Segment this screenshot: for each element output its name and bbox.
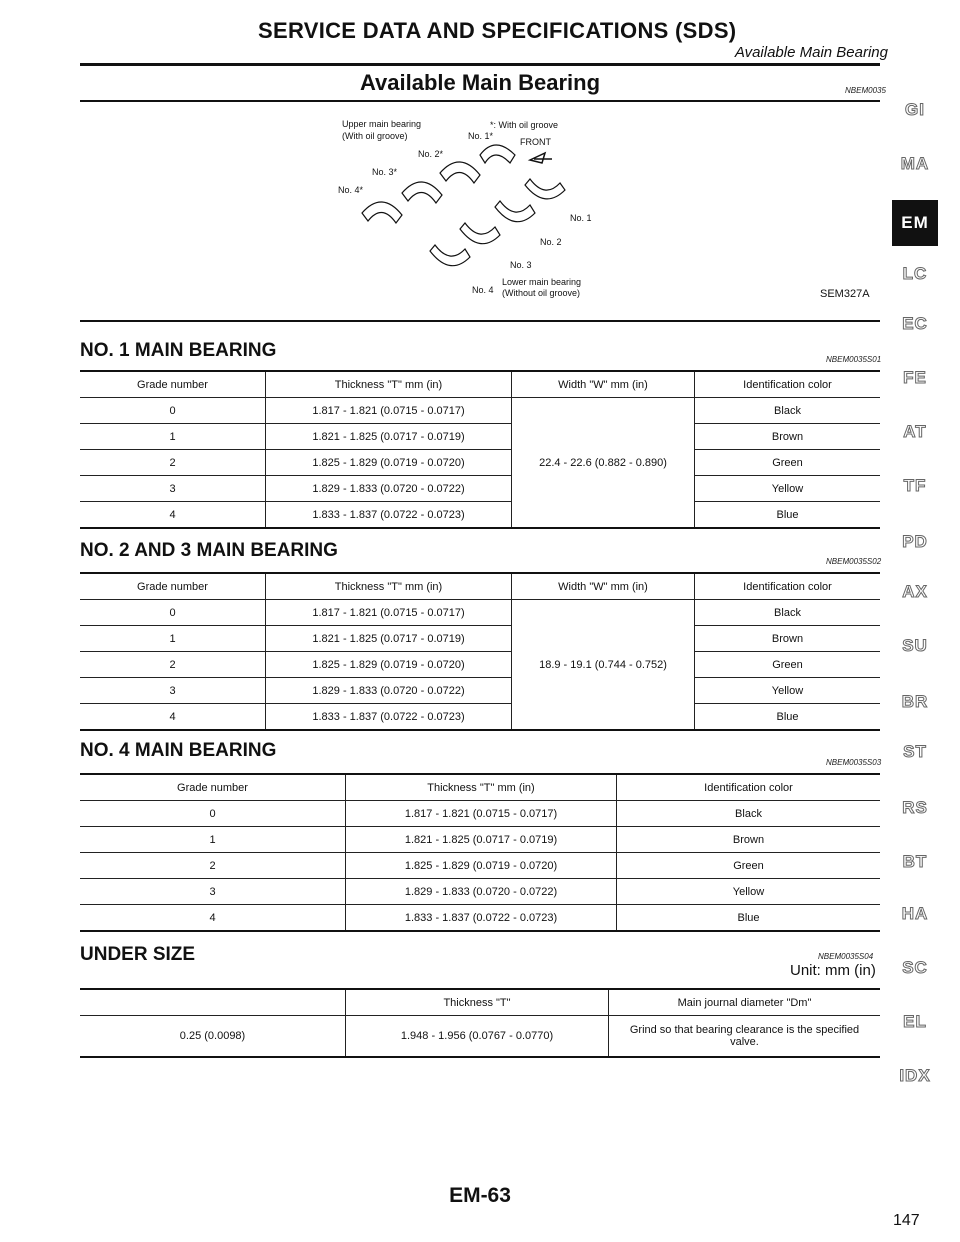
diagram-upper-label-1: Upper main bearing [342,119,422,129]
diagram-upper-no3: No. 3* [372,167,398,177]
diagram-front: FRONT [520,137,551,147]
tab-gi[interactable]: GI [905,100,925,119]
tab-pd[interactable]: PD [902,532,928,551]
s3-col-color: Identification color [617,774,881,801]
s3-col-thickness: Thickness "T" mm (in) [346,774,617,801]
section1-table [80,370,880,529]
table-row: 1 1.821 - 1.825 (0.0717 - 0.0719) Brown [80,827,880,853]
s1-col-width: Width "W" mm (in) [512,371,695,398]
table-row: 4 1.833 - 1.837 (0.0722 - 0.0723) Blue [80,704,880,731]
tab-em[interactable]: EM [892,200,938,246]
table-row: 2 1.825 - 1.829 (0.0719 - 0.0720) Green [80,853,880,879]
table-row: 4 1.833 - 1.837 (0.0722 - 0.0723) Blue [80,502,880,529]
section2-table [80,572,880,731]
main-ref-code: NBEM0035 [845,86,886,95]
tab-idx[interactable]: IDX [899,1066,931,1085]
table-row: 1 1.821 - 1.825 (0.0717 - 0.0719) Brown [80,424,880,450]
diagram-code: SEM327A [820,288,870,300]
s2-col-color: Identification color [695,573,881,600]
front-arrow-icon [530,153,552,163]
s4-col-thickness: Thickness "T" [346,989,609,1016]
diagram-rule [80,320,880,322]
table-row: 2 1.825 - 1.829 (0.0719 - 0.0720) Green [80,652,880,678]
diagram-lower-no2: No. 2 [540,237,562,247]
tab-el[interactable]: EL [903,1012,927,1031]
main-title: Available Main Bearing [359,70,601,95]
s4-col-diameter: Main journal diameter "Dm" [609,989,881,1016]
diagram-upper-no2: No. 2* [418,149,444,159]
header-rule [80,63,880,66]
table-row: 1 1.821 - 1.825 (0.0717 - 0.0719) Brown [80,626,880,652]
tab-ha[interactable]: HA [901,904,929,923]
tab-st[interactable]: ST [903,742,927,761]
diagram-lower-no4: No. 4 [472,285,494,295]
table-row: 0.25 (0.0098) 1.948 - 1.956 (0.0767 - 0.0770) Grind so that bearing clearance is the specified valve. [80,1016,880,1058]
tab-ma[interactable]: MA [900,154,930,173]
table-row: 3 1.829 - 1.833 (0.0720 - 0.0722) Yellow [80,476,880,502]
s1-col-thickness: Thickness "T" mm (in) [266,371,512,398]
document-subtitle: Available Main Bearing [734,44,888,61]
diagram-upper-label-2: (With oil groove) [342,131,408,141]
table-row: 4 1.833 - 1.837 (0.0722 - 0.0723) Blue [80,905,880,932]
s1-col-grade: Grade number [80,371,266,398]
diagram-upper-no4: No. 4* [338,185,364,195]
s4-diameter-line-2: valve. [730,1036,759,1048]
table-row: 0 1.817 - 1.821 (0.0715 - 0.0717) 18.9 - 19.1 (0.744 - 0.752) Black [80,600,880,626]
section4-title: UNDER SIZE [80,944,196,965]
lower-bearing-shells [430,179,565,266]
section3-table [80,773,880,932]
s1-width-value: 22.4 - 22.6 (0.882 - 0.890) [512,398,695,529]
tab-br[interactable]: BR [901,692,929,711]
table-row: 2 1.825 - 1.829 (0.0719 - 0.0720) Green [80,450,880,476]
page-code: EM-63 [449,1184,511,1207]
table-row: 3 1.829 - 1.833 (0.0720 - 0.0722) Yellow [80,879,880,905]
section2-title: NO. 2 AND 3 MAIN BEARING [80,540,338,561]
tab-sc[interactable]: SC [902,958,928,977]
title-rule [80,100,880,102]
s2-width-value: 18.9 - 19.1 (0.744 - 0.752) [512,600,695,731]
diagram-lower-no3: No. 3 [510,260,532,270]
diagram-upper-no1: No. 1* [468,131,494,141]
section1-title: NO. 1 MAIN BEARING [80,340,277,361]
bearing-diagram [330,115,710,315]
tab-tf[interactable]: TF [903,476,927,495]
table-row: 0 1.817 - 1.821 (0.0715 - 0.0717) 22.4 - 22.6 (0.882 - 0.890) Black [80,398,880,424]
tab-at[interactable]: AT [903,422,927,441]
tab-lc[interactable]: LC [902,264,928,283]
tab-fe[interactable]: FE [903,368,927,387]
page-number: 147 [893,1212,920,1229]
section4-unit: Unit: mm (in) [790,962,876,979]
s2-col-grade: Grade number [80,573,266,600]
section4-ref: NBEM0035S04 [818,952,874,961]
diagram-lower-no1: No. 1 [570,213,592,223]
tab-rs[interactable]: RS [902,798,928,817]
table-row: 3 1.829 - 1.833 (0.0720 - 0.0722) Yellow [80,678,880,704]
s4-diameter-line-1: Grind so that bearing clearance is the specified [629,1024,860,1036]
tab-su[interactable]: SU [902,636,928,655]
tab-ax[interactable]: AX [902,582,928,601]
s3-col-grade: Grade number [80,774,346,801]
diagram-note: *: With oil groove [490,120,559,130]
document-title: SERVICE DATA AND SPECIFICATIONS (SDS) [258,18,737,43]
s2-col-width: Width "W" mm (in) [512,573,695,600]
section1-ref: NBEM0035S01 [826,355,882,364]
tab-ec[interactable]: EC [902,314,928,333]
s2-col-thickness: Thickness "T" mm (in) [266,573,512,600]
s4-col-size [80,989,346,1016]
section4-table [80,988,880,1058]
tab-bt[interactable]: BT [902,852,928,871]
s1-col-color: Identification color [695,371,881,398]
section3-ref: NBEM0035S03 [826,758,882,767]
section3-title: NO. 4 MAIN BEARING [80,740,277,761]
diagram-lower-label-2: (Without oil groove) [502,288,581,298]
table-row: 0 1.817 - 1.821 (0.0715 - 0.0717) Black [80,801,880,827]
section2-ref: NBEM0035S02 [826,557,882,566]
diagram-lower-label-1: Lower main bearing [502,277,582,287]
